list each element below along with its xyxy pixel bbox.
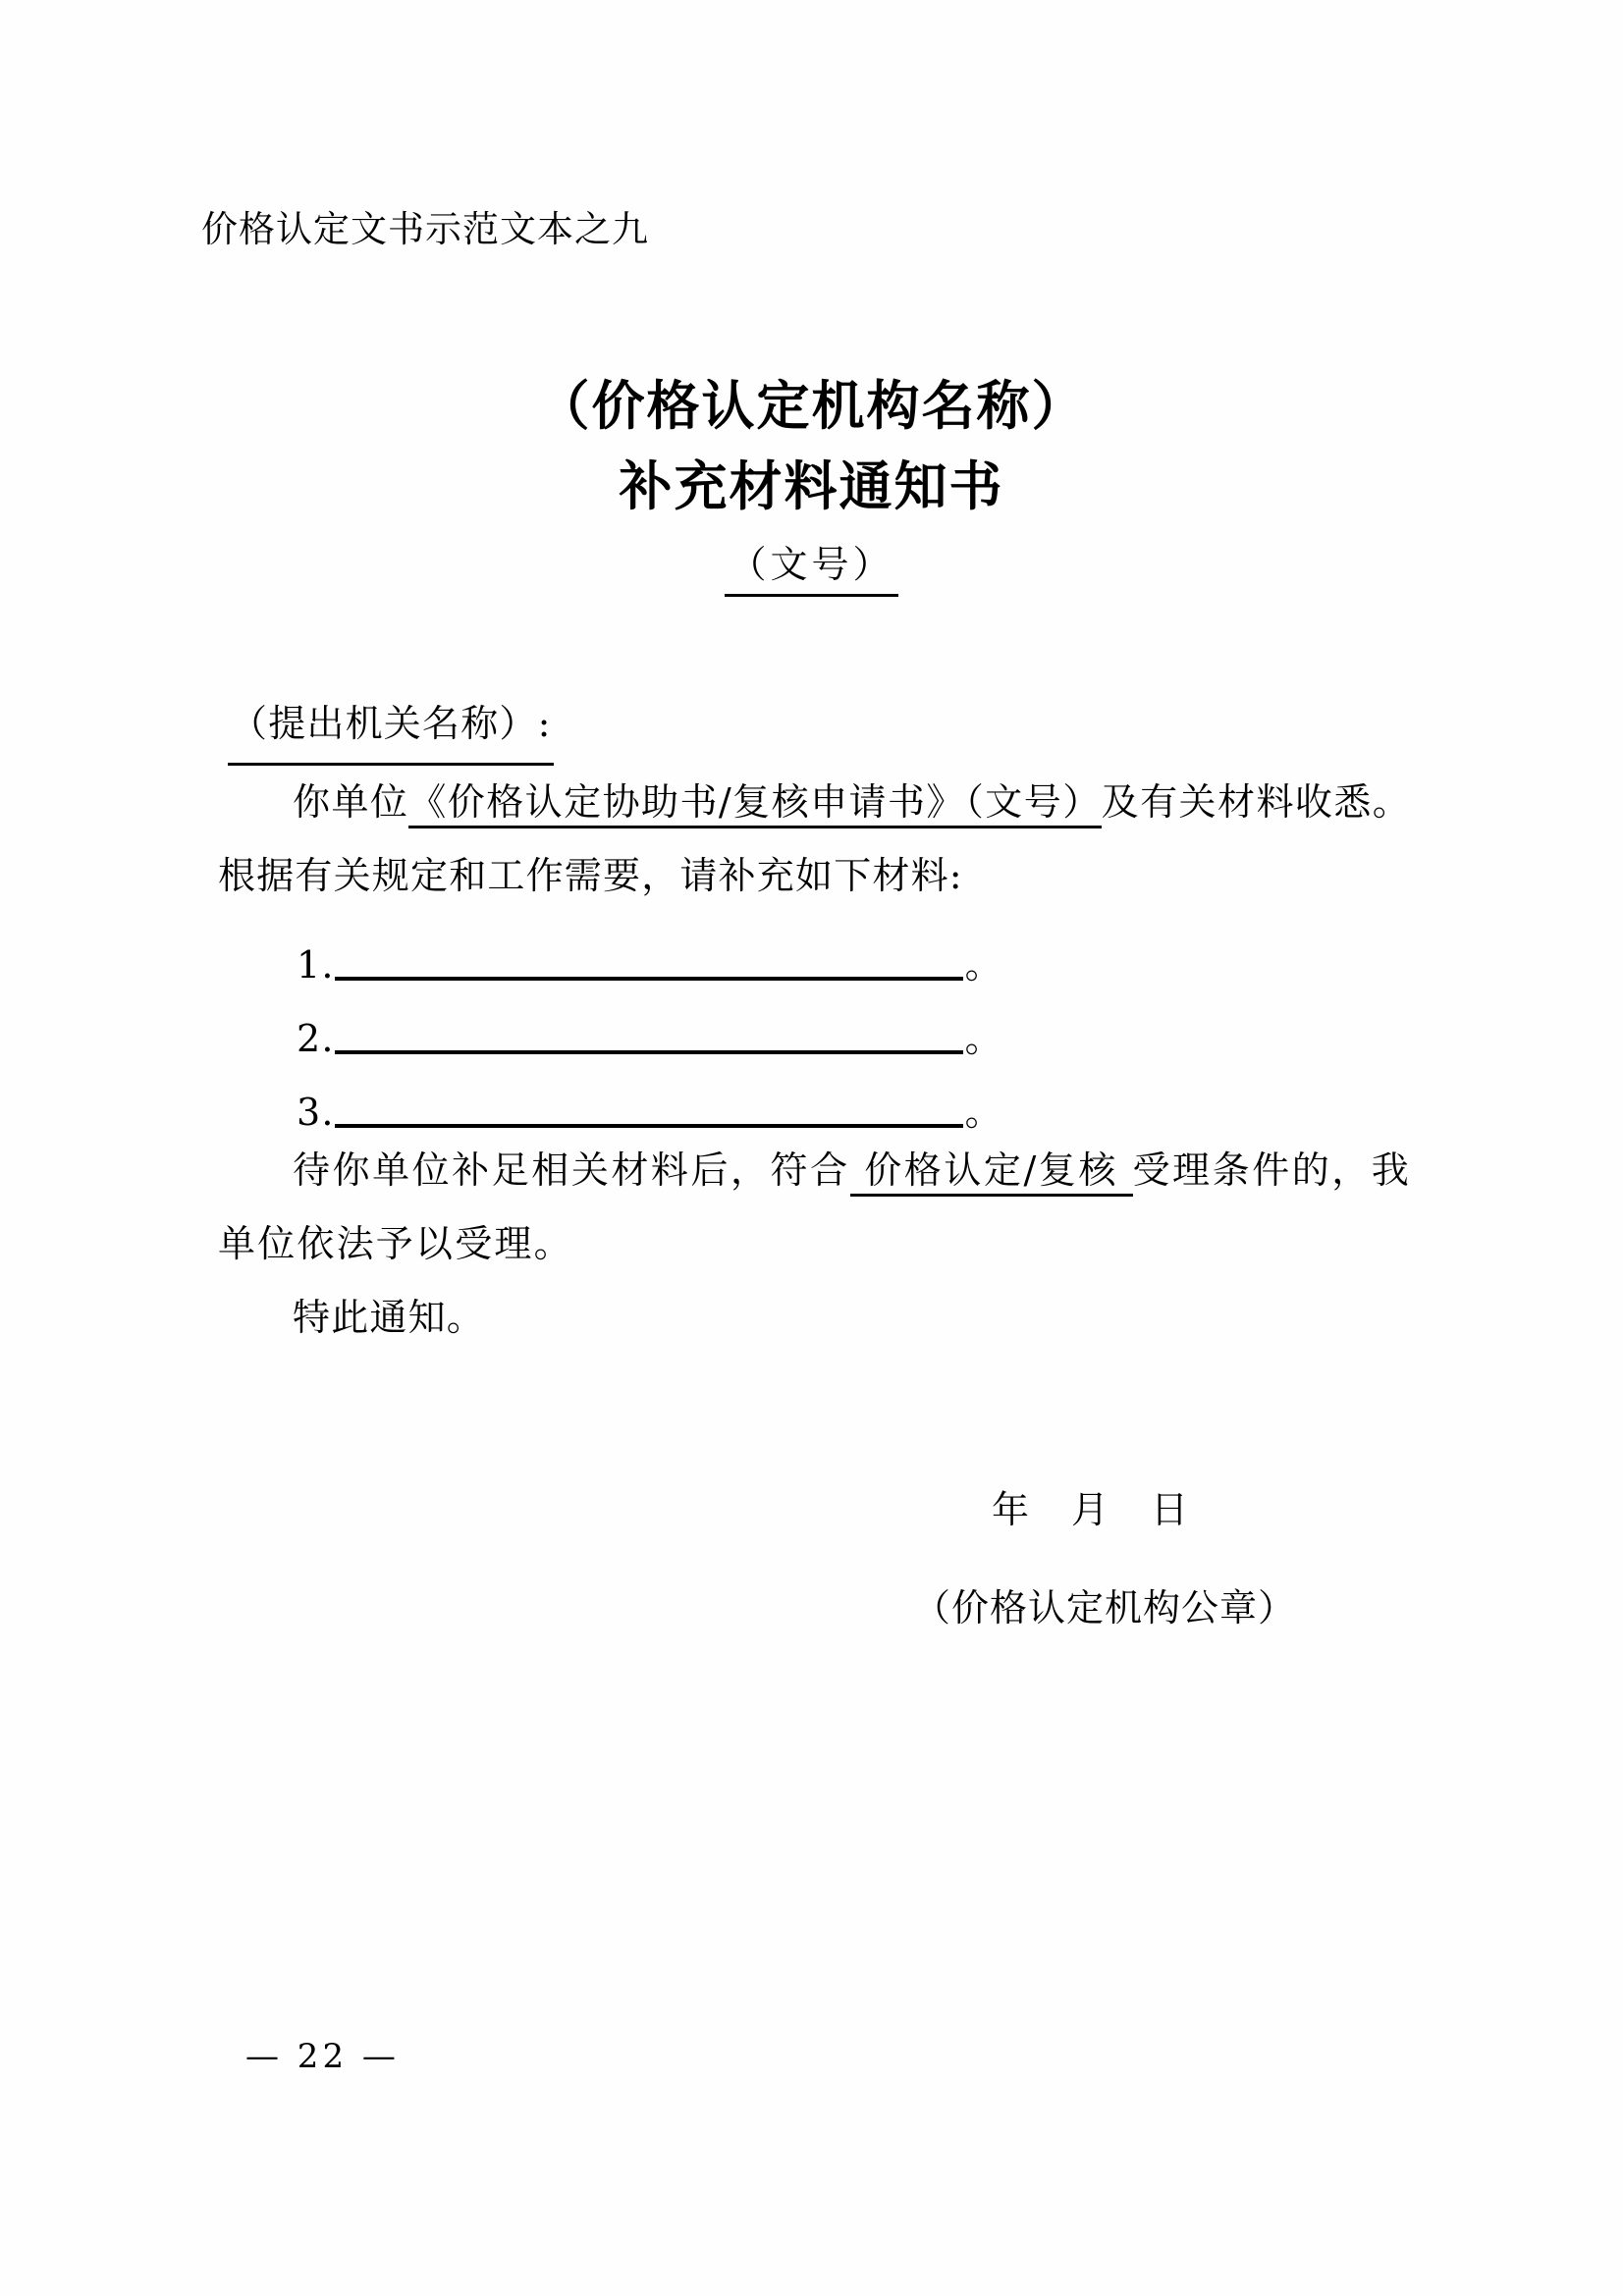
paragraph-receipt [218,766,1411,913]
official-seal-note: （价格认定机构公章） [913,1586,1297,1629]
paragraph-acceptance-tail: 受理条件的，我单位依法予以受理。 [218,1148,1411,1265]
procedure-choice-field[interactable]: 价格认定/复核 [850,1148,1133,1197]
item-number: 2. [297,1017,335,1060]
list-item [218,987,1411,1060]
item-terminator: 。 [964,943,1003,987]
item-blank-line-2[interactable] [335,1050,963,1054]
recipient-field[interactable]: （提出机关名称）: [228,687,554,766]
signature-date-row [992,1480,1189,1539]
supplement-material-list [218,913,1411,1134]
item-terminator: 。 [964,1017,1003,1060]
item-number: 1. [297,943,335,987]
paragraph-acceptance-lead: 待你单位补足相关材料后，符合 [293,1148,850,1192]
item-number: 3. [297,1091,335,1134]
item-terminator: 。 [964,1091,1003,1134]
referenced-document-field[interactable]: 《价格认定协助书/复核申请书》（文号） [408,780,1101,828]
paragraph-receipt-tail: 及有关材料收悉。根据有关规定和工作需要，请补充如下材料: [218,780,1411,897]
title-line-document-name: 补充材料通知书 [619,454,1004,517]
document-number-row [0,538,1623,597]
date-month-label: 月 [1071,1488,1110,1531]
title-block [0,365,1623,526]
page-number: — 22 — [245,2037,400,2076]
item-blank-line-3[interactable] [335,1124,963,1128]
paragraph-acceptance [218,1134,1411,1281]
paragraph-receipt-lead: 你单位 [293,780,409,824]
paragraph-notice: 特此通知。 [293,1296,486,1339]
recipient-row [218,687,1411,766]
item-blank-line-1[interactable] [335,977,963,981]
list-item [218,913,1411,987]
date-year-label: 年 [992,1488,1031,1531]
document-series-label: 价格认定文书示范文本之九 [201,208,649,250]
date-day-label: 日 [1151,1488,1190,1531]
document-body [218,687,1411,1355]
list-item [218,1060,1411,1134]
document-number-field[interactable]: （文号） [725,538,897,597]
title-line-organization: （价格认定机构名称） [536,374,1087,437]
